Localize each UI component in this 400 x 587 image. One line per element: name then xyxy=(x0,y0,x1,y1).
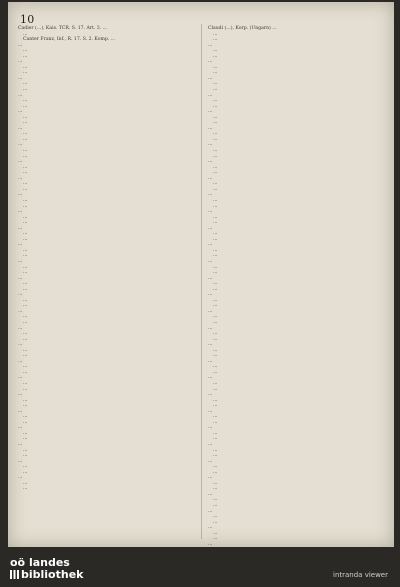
directory-entry-line: ... xyxy=(213,347,218,353)
directory-entry-line: ... xyxy=(213,186,218,192)
directory-entry-line: ... xyxy=(213,203,218,209)
directory-entry-line: Claudi (...), Korp. (Ungarn) ... xyxy=(208,26,277,31)
directory-entry-line: ... xyxy=(23,153,28,159)
directory-entry-line: ... xyxy=(213,447,218,453)
directory-entry-line: ... xyxy=(23,197,28,203)
directory-entry-line: ... xyxy=(213,37,218,43)
directory-entry-line: ... xyxy=(23,264,28,270)
directory-entry-line: ... xyxy=(18,408,23,414)
directory-entry-line: ... xyxy=(18,458,23,464)
directory-entry-line: ... xyxy=(213,98,218,104)
directory-entry-line: ... xyxy=(213,170,218,176)
directory-entry-line: ... xyxy=(213,114,218,120)
directory-entry-line: ... xyxy=(213,281,218,287)
directory-entry-line: ... xyxy=(23,464,28,470)
directory-entry-line: ... xyxy=(18,442,23,448)
directory-entry-line: ... xyxy=(213,236,218,242)
directory-entry-line: ... xyxy=(208,375,213,381)
directory-entry-line: ... xyxy=(18,175,23,181)
directory-entry-line: ... xyxy=(23,164,28,170)
directory-entry-line: ... xyxy=(213,153,218,159)
directory-entry-line: ... xyxy=(213,53,218,59)
directory-entry-line: ... xyxy=(208,392,213,398)
directory-entry-line: ... xyxy=(23,303,28,309)
directory-entry-line: ... xyxy=(208,275,213,281)
logo-line-2 xyxy=(10,569,83,581)
directory-entry-line: ... xyxy=(213,469,218,475)
directory-entry-line: ... xyxy=(208,442,213,448)
directory-entry-line: Canter Franz, Inf., R. 17. S. 2. Komp. ... xyxy=(23,37,116,43)
directory-entry-line: ... xyxy=(23,286,28,292)
directory-entry-line: ... xyxy=(23,486,28,492)
directory-entry-line: ... xyxy=(18,75,23,81)
directory-entry-line: ... xyxy=(23,386,28,392)
directory-entry-line: ... xyxy=(208,508,213,514)
directory-entry-line: ... xyxy=(23,419,28,425)
directory-entry-line: ... xyxy=(208,425,213,431)
directory-entry-line: ... xyxy=(23,447,28,453)
directory-entry-line: ... xyxy=(213,87,218,93)
directory-entry-line: ... xyxy=(208,541,213,547)
directory-entry-line: ... xyxy=(208,242,213,248)
directory-entry-line: ... xyxy=(23,170,28,176)
column-divider xyxy=(201,24,202,539)
directory-entry-line: ... xyxy=(23,469,28,475)
directory-entry-line: ... xyxy=(23,181,28,187)
directory-entry-line: ... xyxy=(213,31,218,37)
directory-entry-line: ... xyxy=(23,236,28,242)
directory-entry-line: ... xyxy=(23,414,28,420)
directory-entry-line: ... xyxy=(208,342,213,348)
directory-entry-line: ... xyxy=(208,358,213,364)
directory-entry-line: ... xyxy=(208,225,213,231)
directory-entry-line: ... xyxy=(23,114,28,120)
directory-entry-line: ... xyxy=(18,375,23,381)
document-page xyxy=(8,2,394,547)
directory-entry-line: ... xyxy=(208,292,213,298)
directory-entry-line: ... xyxy=(23,87,28,93)
directory-entry-line: ... xyxy=(208,42,213,48)
directory-entry-line: ... xyxy=(208,325,213,331)
directory-entry-line: ... xyxy=(213,364,218,370)
directory-entry-line: ... xyxy=(213,48,218,54)
directory-entry-line: ... xyxy=(213,519,218,525)
directory-entry-line: ... xyxy=(18,109,23,115)
directory-entry-line: ... xyxy=(208,175,213,181)
directory-entry-line: ... xyxy=(213,453,218,459)
directory-entry-line: ... xyxy=(208,491,213,497)
directory-entry-line: ... xyxy=(18,392,23,398)
directory-entry-line: ... xyxy=(18,92,23,98)
directory-entry-line: ... xyxy=(23,131,28,137)
directory-entry-line: ... xyxy=(18,242,23,248)
directory-entry-line: ... xyxy=(213,286,218,292)
directory-entry-line: ... xyxy=(213,369,218,375)
directory-entry-line: ... xyxy=(213,297,218,303)
directory-entry-line: ... xyxy=(213,430,218,436)
directory-entry-line: ... xyxy=(23,336,28,342)
directory-entry-line: ... xyxy=(213,103,218,109)
directory-entry-line: ... xyxy=(213,264,218,270)
directory-entry-line: ... xyxy=(213,436,218,442)
directory-entry-line: ... xyxy=(208,525,213,531)
directory-entry-line: ... xyxy=(23,48,28,54)
directory-entry-line: ... xyxy=(23,203,28,209)
directory-entry-line: ... xyxy=(213,386,218,392)
directory-entry-line: ... xyxy=(213,503,218,509)
directory-entry-line: ... xyxy=(18,475,23,481)
directory-entry-line: Cadier (...), Kais. TCR. S. 17. Art. 3. ... xyxy=(18,26,107,31)
directory-entry-line: ... xyxy=(23,430,28,436)
directory-entry-line: ... xyxy=(18,142,23,148)
directory-entry-line: ... xyxy=(208,142,213,148)
directory-entry-line: ... xyxy=(23,270,28,276)
directory-entry-line: ... xyxy=(23,353,28,359)
directory-entry-line: ... xyxy=(213,270,218,276)
directory-entry-line: ... xyxy=(213,247,218,253)
directory-entry-line: ... xyxy=(208,308,213,314)
directory-entry-line: ... xyxy=(23,81,28,87)
logo-line-1: oö landes xyxy=(10,556,70,569)
directory-entry-line: ... xyxy=(213,397,218,403)
directory-entry-line: ... xyxy=(213,220,218,226)
directory-entry-line: ... xyxy=(18,292,23,298)
directory-entry-line: ... xyxy=(213,64,218,70)
directory-entry-line: ... xyxy=(213,164,218,170)
directory-entry-line: ... xyxy=(213,536,218,542)
directory-entry-line: ... xyxy=(23,347,28,353)
directory-entry-line: ... xyxy=(23,103,28,109)
directory-entry-line: ... xyxy=(208,159,213,165)
directory-entry-line: ... xyxy=(23,369,28,375)
directory-entry-line: ... xyxy=(23,70,28,76)
directory-entry-line: ... xyxy=(23,453,28,459)
directory-entry-line: ... xyxy=(213,497,218,503)
directory-entry-line: ... xyxy=(23,297,28,303)
directory-entry-line: ... xyxy=(208,475,213,481)
directory-entry-line: ... xyxy=(18,59,23,65)
directory-entry-line: ... xyxy=(213,414,218,420)
directory-entry-line: ... xyxy=(213,514,218,520)
directory-entry-line: ... xyxy=(213,303,218,309)
directory-entry-line: ... xyxy=(213,131,218,137)
logo-bars-icon xyxy=(10,570,19,579)
left-column xyxy=(18,26,196,492)
directory-entry-line: ... xyxy=(23,397,28,403)
directory-entry-line: ... xyxy=(208,92,213,98)
directory-entry-line: ... xyxy=(208,209,213,215)
directory-entry-line: ... xyxy=(18,125,23,131)
directory-entry-line: ... xyxy=(213,70,218,76)
directory-entry-line: ... xyxy=(18,358,23,364)
directory-entry-line: ... xyxy=(18,192,23,198)
directory-entry-line: ... xyxy=(23,381,28,386)
directory-entry-line: ... xyxy=(23,253,28,259)
directory-entry-line: ... xyxy=(213,197,218,203)
directory-entry-line: ... xyxy=(23,331,28,337)
directory-entry-line: ... xyxy=(23,98,28,104)
directory-entry-line: ... xyxy=(213,419,218,425)
directory-entry-line: ... xyxy=(208,109,213,115)
directory-entry-line: ... xyxy=(208,458,213,464)
directory-entry-line: ... xyxy=(18,275,23,281)
directory-entry-line: ... xyxy=(23,120,28,126)
library-logo[interactable] xyxy=(10,557,83,581)
directory-entry-line: ... xyxy=(208,192,213,198)
directory-entry-line: ... xyxy=(23,64,28,70)
directory-entry-line: ... xyxy=(213,381,218,386)
directory-entry-line: ... xyxy=(213,181,218,187)
directory-entry-line: ... xyxy=(23,247,28,253)
directory-entry-line: ... xyxy=(213,464,218,470)
directory-entry-line: ... xyxy=(23,148,28,154)
directory-entry-line: ... xyxy=(18,209,23,215)
directory-entry-line: ... xyxy=(208,59,213,65)
directory-entry-line: ... xyxy=(213,120,218,126)
directory-entry-line: ... xyxy=(18,425,23,431)
directory-entry-line: ... xyxy=(23,231,28,237)
directory-entry-line: ... xyxy=(23,480,28,486)
directory-entry-line: ... xyxy=(18,225,23,231)
directory-entry-line: ... xyxy=(208,408,213,414)
directory-entry-line: ... xyxy=(213,148,218,154)
directory-entry-line: ... xyxy=(208,125,213,131)
directory-entry-line: ... xyxy=(18,342,23,348)
directory-entry-line: ... xyxy=(213,486,218,492)
directory-entry-line: ... xyxy=(213,331,218,337)
page-number: 10 xyxy=(20,13,35,26)
directory-entry-line: ... xyxy=(208,75,213,81)
directory-entry-line: ... xyxy=(23,314,28,320)
directory-entry-line: ... xyxy=(23,436,28,442)
directory-entry-line: ... xyxy=(213,253,218,259)
directory-entry-line: ... xyxy=(23,220,28,226)
directory-entry-line: ... xyxy=(18,325,23,331)
directory-entry-line: ... xyxy=(23,53,28,59)
directory-entry-line: ... xyxy=(23,136,28,142)
right-column xyxy=(208,26,386,564)
directory-entry-line: ... xyxy=(23,281,28,287)
directory-entry-line: ... xyxy=(18,258,23,264)
directory-entry-line: ... xyxy=(213,314,218,320)
directory-entry-line: ... xyxy=(23,364,28,370)
directory-entry-line: ... xyxy=(23,214,28,220)
directory-entry-line: ... xyxy=(18,159,23,165)
directory-entry-line: ... xyxy=(18,308,23,314)
directory-entry-line: ... xyxy=(213,319,218,325)
directory-entry-line: ... xyxy=(208,258,213,264)
directory-entry-line: ... xyxy=(213,81,218,87)
directory-entry-line: ... xyxy=(213,480,218,486)
viewer-credit: intranda viewer xyxy=(333,571,388,579)
directory-entry-line: ... xyxy=(23,319,28,325)
directory-entry-line: ... xyxy=(18,42,23,48)
directory-entry-line: ... xyxy=(23,186,28,192)
directory-entry-line: ... xyxy=(23,31,28,37)
directory-entry-line: ... xyxy=(213,530,218,536)
directory-entry-line: ... xyxy=(213,353,218,359)
directory-entry-line: ... xyxy=(213,231,218,237)
logo-line-2-text: bibliothek xyxy=(21,568,84,581)
directory-entry-line: ... xyxy=(213,136,218,142)
directory-entry-line: ... xyxy=(213,214,218,220)
directory-entry-line: ... xyxy=(213,403,218,409)
directory-entry-line: ... xyxy=(213,336,218,342)
directory-entry-line: ... xyxy=(23,403,28,409)
